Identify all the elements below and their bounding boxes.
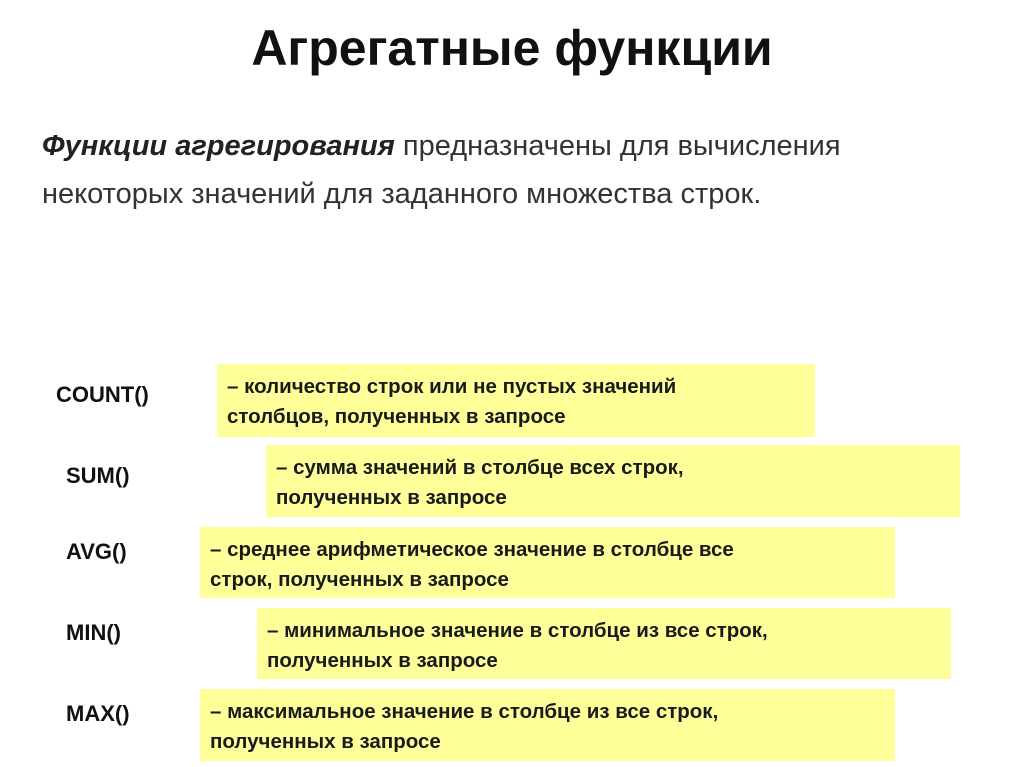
function-description-min (257, 608, 951, 679)
intro-term: Функции агрегирования (42, 130, 395, 162)
description-line: – сумма значений в столбце всех строк, (276, 456, 684, 479)
function-name-avg: AVG() (66, 539, 127, 564)
function-name-max: MAX() (66, 701, 130, 726)
function-description-max (200, 689, 895, 761)
function-name-sum: SUM() (66, 463, 130, 488)
description-line: полученных в запросе (267, 649, 498, 672)
description-line: полученных в запросе (276, 486, 507, 509)
function-name-min: MIN() (66, 620, 121, 645)
description-line: – максимальное значение в столбце из все строк, (210, 700, 719, 723)
intro-text: предназначены для вычисления некоторых значений для заданного множества строк. (42, 130, 841, 210)
function-description-sum (266, 445, 960, 517)
function-name-count: COUNT() (56, 382, 149, 407)
description-line: – среднее арифметическое значение в столбце все (210, 538, 734, 561)
function-description-avg (200, 527, 895, 598)
intro-paragraph (42, 122, 942, 218)
function-description-count (217, 364, 815, 437)
description-line: – количество строк или не пустых значений (227, 375, 677, 398)
slide-title: Агрегатные функции (251, 20, 773, 76)
description-line: строк, полученных в запросе (210, 568, 509, 591)
description-line: полученных в запросе (210, 730, 441, 753)
description-line: столбцов, полученных в запросе (227, 405, 566, 428)
description-line: – минимальное значение в столбце из все строк, (267, 619, 768, 642)
